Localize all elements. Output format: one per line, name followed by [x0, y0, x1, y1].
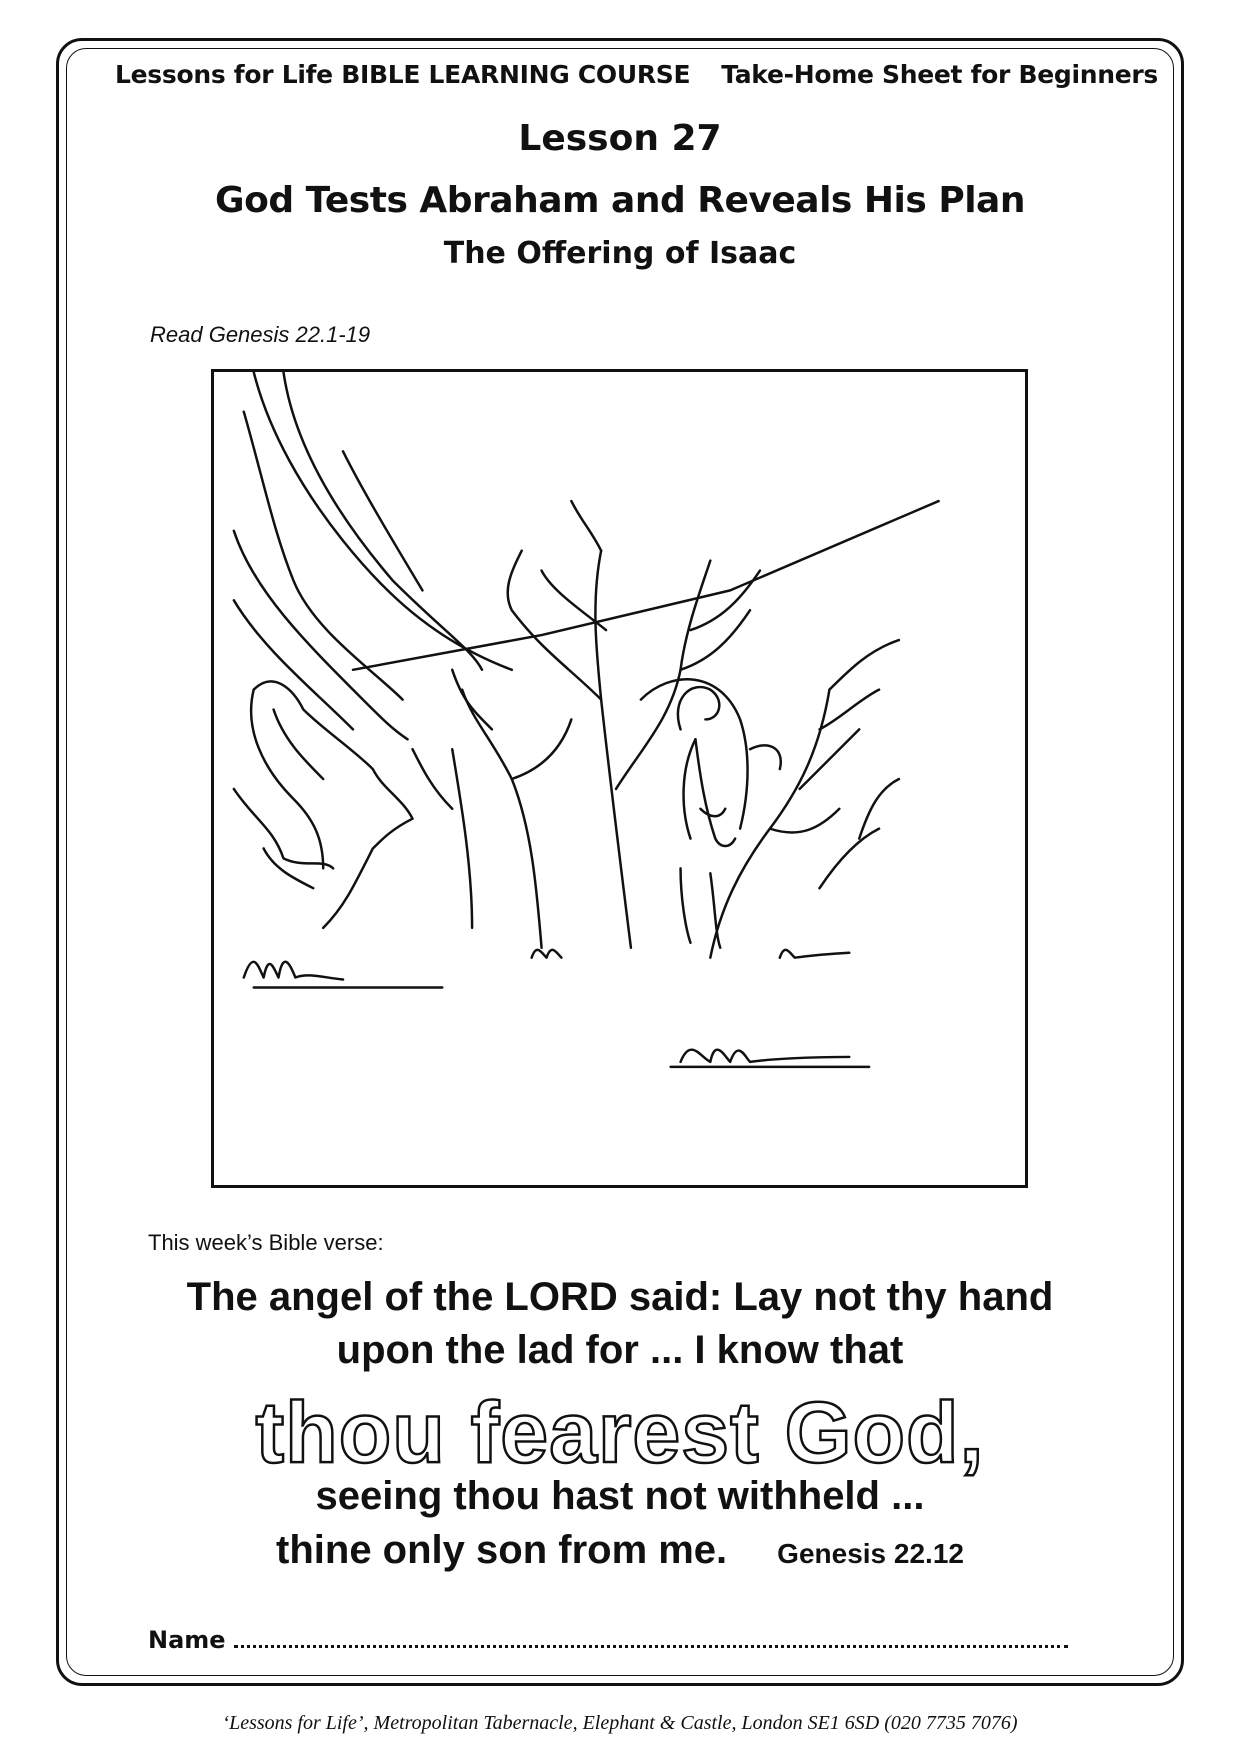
verse-line-5: thine only son from me. — [276, 1528, 728, 1572]
verse-reference: Genesis 22.12 — [777, 1538, 964, 1569]
lesson-subtitle: The Offering of Isaac — [443, 236, 797, 271]
verse-outline-text: thou fearest God, — [255, 1385, 985, 1481]
verse-line-1: The angel of the LORD said: Lay not thy hand — [186, 1275, 1054, 1319]
lesson-title: God Tests Abraham and Reveals His Plan — [215, 180, 1025, 221]
ram-in-thicket-illustration — [214, 372, 1025, 1185]
name-field[interactable] — [148, 1626, 1068, 1654]
verse-line-2: upon the lad for ... I know that — [336, 1328, 904, 1372]
publisher-footer: ‘Lessons for Life’, Metropolitan Tabernacle, Elephant & Castle, London SE1 6SD (020 7735 7076) — [222, 1712, 1018, 1734]
name-label: Name — [148, 1626, 226, 1654]
coloring-picture — [211, 369, 1028, 1188]
verse-final-row — [66, 1528, 1174, 1573]
verse-label: This week’s Bible verse: — [148, 1230, 384, 1255]
verse-line-4: seeing thou hast not withheld ... — [315, 1474, 925, 1518]
lesson-number: Lesson 27 — [518, 118, 722, 159]
course-title: Lessons for Life BIBLE LEARNING COURSE — [115, 60, 691, 89]
sheet-type: Take-Home Sheet for Beginners — [721, 60, 1158, 89]
name-dotted-line[interactable] — [234, 1627, 1068, 1648]
reading-reference: Read Genesis 22.1-19 — [150, 322, 371, 347]
